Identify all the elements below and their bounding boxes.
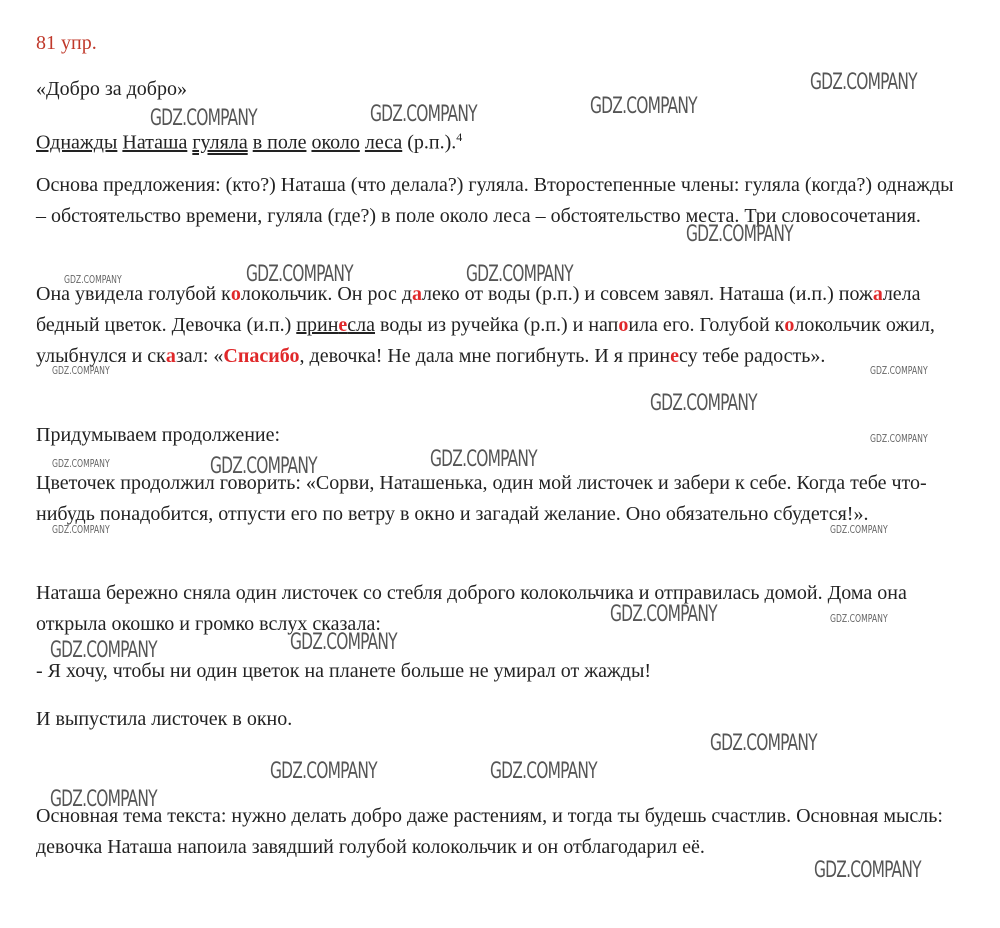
watermark: GDZ.COMPANY	[150, 106, 257, 131]
sentence-tail: (р.п.).	[407, 131, 457, 154]
watermark: GDZ.COMPANY	[590, 94, 697, 119]
watermark: GDZ.COMPANY	[430, 447, 537, 472]
exercise-label: 81 упр.	[36, 32, 97, 54]
highlight-letter: о	[618, 314, 629, 336]
flower-paragraph: Цветочек продолжил говорить: «Сорви, Наташенька, один мой листочек и забери к себе. Когда тебе что-нибудь понадобится, отпусти его по ветру в окно и загадай желание. Оно обязательно сбудется!».	[36, 472, 927, 525]
watermark: GDZ.COMPANY	[650, 391, 757, 416]
watermark: GDZ.COMPANY	[810, 70, 917, 95]
story-text: воды из ручейка (р.п.) и нап	[375, 314, 619, 336]
highlight-word: Спасибо	[223, 345, 300, 367]
story-text: , девочка! Не дала мне погибнуть. И я прин	[299, 345, 671, 367]
watermark: GDZ.COMPANY	[52, 364, 110, 377]
story-text: лела бедный цветок. Девочка (и.п.)	[36, 283, 921, 336]
word-adverbial-place-2: около	[311, 131, 360, 154]
word-subject: Наташа	[122, 131, 188, 154]
watermark: GDZ.COMPANY	[466, 262, 573, 287]
watermark: GDZ.COMPANY	[52, 457, 110, 470]
highlight-letter: а	[872, 283, 883, 305]
natasha-paragraph: Наташа бережно сняла один листочек со стебля доброго колокольчика и отправилась домой. Дома она открыла окошко и громко вслух сказала:	[36, 582, 907, 635]
word-predicate: гуляла	[192, 131, 248, 154]
word-adverbial-place-3: леса	[364, 131, 403, 154]
sentence-analysis: Основа предложения: (кто?) Наташа (что делала?) гуляла. Второстепенные члены: гуляла (когда?) однажды – обстоятельство времени, гуляла (где?) в поле около леса – обстоятельство места. Три словосочетания.	[36, 174, 954, 227]
sentence-footnote: 4	[456, 130, 463, 144]
watermark: GDZ.COMPANY	[64, 273, 122, 286]
story-text: локольчик ожил, улыбнулся и ск	[36, 314, 935, 367]
story-text: Она увидела голубой к	[36, 283, 231, 305]
story-text: локольчик. Он рос д	[240, 283, 413, 305]
story-text: леко от воды (р.п.) и совсем завял. Наташа (и.п.) пож	[422, 283, 873, 305]
story-title: «Добро за добро»	[36, 78, 187, 100]
underlined-verb	[296, 314, 375, 336]
highlight-letter: е	[670, 345, 680, 367]
watermark: GDZ.COMPANY	[814, 858, 921, 883]
story-text: ила его. Голубой к	[628, 314, 785, 336]
watermark: GDZ.COMPANY	[50, 638, 157, 663]
watermark: GDZ.COMPANY	[370, 102, 477, 127]
watermark: GDZ.COMPANY	[710, 731, 817, 756]
story-text: су тебе радость».	[679, 345, 826, 367]
watermark: GDZ.COMPANY	[686, 222, 793, 247]
watermark: GDZ.COMPANY	[246, 262, 353, 287]
watermark: GDZ.COMPANY	[50, 787, 157, 812]
watermark: GDZ.COMPANY	[52, 523, 110, 536]
story-text: зал: «	[175, 345, 224, 367]
highlight-letter: е	[338, 314, 348, 336]
word-adverbial-place: в поле	[252, 131, 307, 154]
highlight-letter: о	[784, 314, 795, 336]
highlight-letter: а	[165, 345, 176, 367]
watermark: GDZ.COMPANY	[210, 454, 317, 479]
watermark: GDZ.COMPANY	[830, 523, 888, 536]
story-paragraph	[36, 279, 966, 372]
watermark: GDZ.COMPANY	[870, 364, 928, 377]
watermark: GDZ.COMPANY	[270, 759, 377, 784]
continue-heading: Придумываем продолжение:	[36, 424, 281, 446]
release-paragraph: И выпустила листочек в окно.	[36, 708, 293, 730]
wish-paragraph: - Я хочу, чтобы ни один цветок на планете больше не умирал от жажды!	[36, 660, 652, 682]
watermark: GDZ.COMPANY	[830, 612, 888, 625]
watermark: GDZ.COMPANY	[870, 432, 928, 445]
watermark: GDZ.COMPANY	[490, 759, 597, 784]
watermark: GDZ.COMPANY	[290, 630, 397, 655]
highlight-letter: о	[230, 283, 241, 305]
highlight-letter: а	[412, 283, 423, 305]
conclusion-paragraph: Основная тема текста: нужно делать добро даже растениям, и тогда ты будешь счастлив. Основная мысль: девочка Наташа напоила завядший голубой колокольчик и он отблагодарил её.	[36, 805, 943, 858]
watermark: GDZ.COMPANY	[610, 602, 717, 627]
story-text: сла	[347, 314, 376, 336]
story-text: прин	[296, 314, 339, 336]
word-adverbial-time: Однажды	[36, 131, 118, 154]
